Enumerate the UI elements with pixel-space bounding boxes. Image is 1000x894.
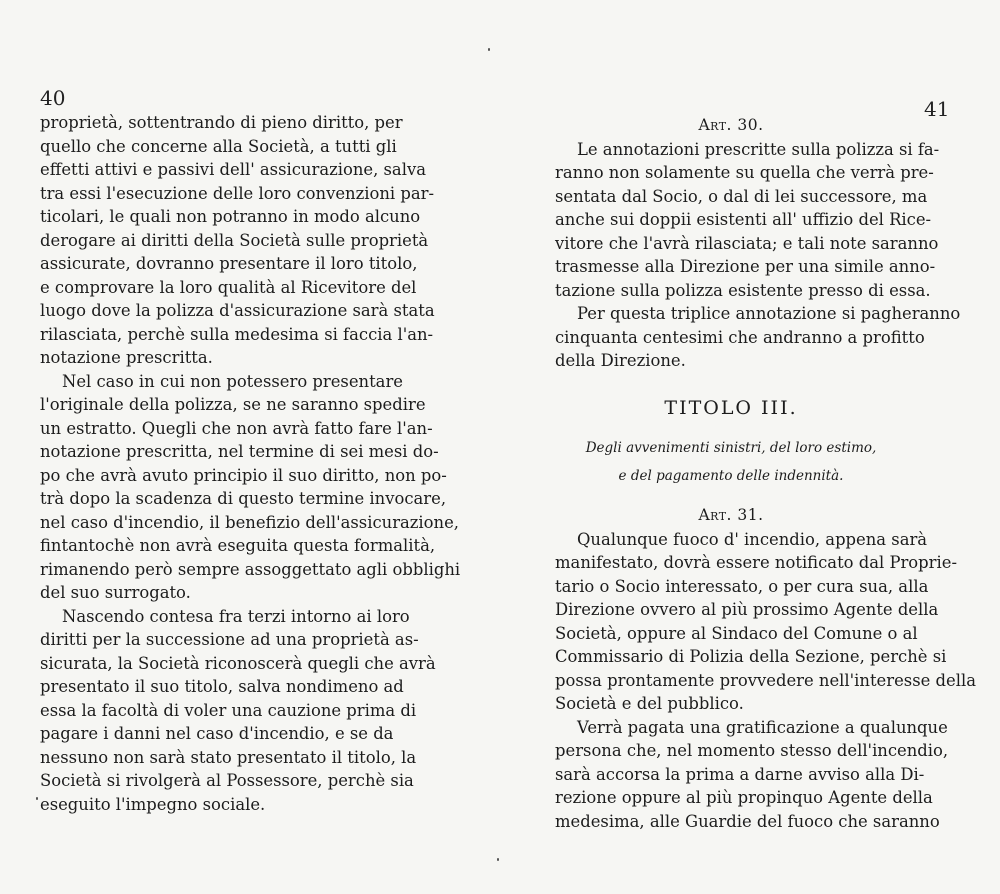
text-line: Commissario di Polizia della Sezione, perchè si <box>555 647 947 666</box>
text-line: pagare i danni nel caso d'incendio, e se da <box>40 724 394 743</box>
text-line: Direzione ovvero al più prossimo Agente della <box>555 600 939 619</box>
text-line: anche sui doppii esistenti all' uffizio del Rice- <box>555 210 932 229</box>
text-line: nel caso d'incendio, il benefizio dell'assicurazione, <box>40 512 460 532</box>
text-line: ranno non solamente su quella che verrà pre- <box>555 163 934 182</box>
section-subtitle-line: Degli avvenimenti sinistri, del loro estimo, <box>585 440 877 456</box>
left-paragraph-3 <box>40 605 436 817</box>
text-line: vitore che l'avrà rilasciata; e tali note saranno <box>555 233 939 253</box>
text-line: sentata dal Socio, o dal di lei successore, ma <box>555 186 928 206</box>
text-line: rimanendo però sempre assoggettato agli obblighi <box>40 559 461 579</box>
section-subtitle-line: e del pagamento delle indennità. <box>618 468 844 484</box>
text-line: e comprovare la loro qualità al Ricevitore del <box>40 277 417 297</box>
text-line: trà dopo la scadenza di questo termine invocare, <box>40 489 447 508</box>
text-line: manifestato, dovrà essere notificato dal Proprie- <box>555 553 957 572</box>
text-line: possa prontamente provvedere nell'interesse della <box>555 670 976 690</box>
text-line: effetti attivi e passivi dell' assicurazione, salva <box>40 160 426 179</box>
text-line: assicurate, dovranno presentare il loro titolo, <box>40 254 418 273</box>
text-line: notazione prescritta, nel termine di sei mesi do- <box>40 442 439 461</box>
text-line: eseguito l'impegno sociale. <box>40 794 266 814</box>
text-line: medesima, alle Guardie del fuoco che saranno <box>555 811 940 831</box>
text-line: del suo surrogato. <box>40 583 191 602</box>
text-line: persona che, nel momento stesso dell'incendio, <box>555 741 949 760</box>
text-line: notazione prescritta. <box>40 348 213 367</box>
art31-paragraph-1 <box>555 528 976 716</box>
text-line: nessuno non sarà stato presentato il titolo, la <box>40 747 417 767</box>
right-page-text <box>555 114 976 833</box>
text-line: proprietà, sottentrando di pieno diritto, per <box>40 113 403 132</box>
text-line: derogare ai diritti della Società sulle proprietà <box>40 230 429 250</box>
text-line: Per questa triplice annotazione si pagheranno <box>577 304 961 323</box>
text-line: l'originale della polizza, se ne saranno spedire <box>40 395 426 414</box>
text-line: Le annotazioni prescritte sulla polizza si fa- <box>577 139 940 159</box>
paper-speck <box>488 48 490 51</box>
art30-paragraph-1 <box>555 138 940 303</box>
text-line: Nascendo contesa fra terzi intorno ai loro <box>62 606 410 626</box>
text-line: rezione oppure al più propinquo Agente della <box>555 788 933 807</box>
left-page-text <box>40 111 461 816</box>
text-line: ticolari, le quali non potranno in modo alcuno <box>40 207 421 226</box>
text-line: un estratto. Quegli che non avrà fatto fare l'an- <box>40 418 433 438</box>
text-line: della Direzione. <box>555 351 686 370</box>
article-heading-30: Art. 30. <box>698 116 764 134</box>
text-line: sarà accorsa la prima a darne avviso alla Di- <box>555 764 925 784</box>
text-line: quello che concerne alla Società, a tutti gli <box>40 136 397 156</box>
section-title: TITOLO III. <box>664 396 798 419</box>
text-line: Società, oppure al Sindaco del Comune o al <box>555 623 918 643</box>
text-line: tario o Socio interessato, o per cura sua, alla <box>555 576 929 596</box>
page-number-left: 40 <box>40 86 66 110</box>
text-line: Qualunque fuoco d' incendio, appena sarà <box>577 529 928 549</box>
text-line: presentato il suo titolo, salva nondimeno ad <box>40 677 404 696</box>
text-line: trasmesse alla Direzione per una simile anno- <box>555 257 936 276</box>
text-line: fintantochè non avrà eseguita questa formalità, <box>40 536 436 555</box>
art30-paragraph-2 <box>555 302 961 373</box>
text-line: tra essi l'esecuzione delle loro convenzioni par- <box>40 183 435 203</box>
text-line: cinquanta centesimi che andranno a profitto <box>555 327 925 347</box>
text-line: Verrà pagata una gratificazione a qualunque <box>577 717 948 737</box>
text-line: sicurata, la Società riconoscerà quegli che avrà <box>40 653 436 673</box>
article-heading-31: Art. 31. <box>698 506 764 524</box>
text-line: essa la facoltà di voler una cauzione prima di <box>40 700 417 720</box>
text-line: Società si rivolgerà al Possessore, perchè sia <box>40 771 414 790</box>
paper-speck <box>36 797 38 800</box>
text-line: po che avrà avuto principio il suo diritto, non po- <box>40 465 447 485</box>
text-line: rilasciata, perchè sulla medesima si faccia l'an- <box>40 324 434 344</box>
text-line: luogo dove la polizza d'assicurazione sarà stata <box>40 301 435 320</box>
paper-speck <box>497 858 499 861</box>
text-line: diritti per la successione ad una proprietà as- <box>40 630 419 649</box>
text-line: tazione sulla polizza esistente presso di essa. <box>555 280 931 300</box>
right-page <box>500 0 1000 894</box>
left-paragraph-2 <box>40 370 461 605</box>
text-line: Società e del pubblico. <box>555 694 744 713</box>
page-number-right: 41 <box>924 97 950 121</box>
art31-paragraph-2 <box>555 716 949 834</box>
left-paragraph-1 <box>40 111 435 370</box>
text-line: Nel caso in cui non potessero presentare <box>62 371 403 391</box>
